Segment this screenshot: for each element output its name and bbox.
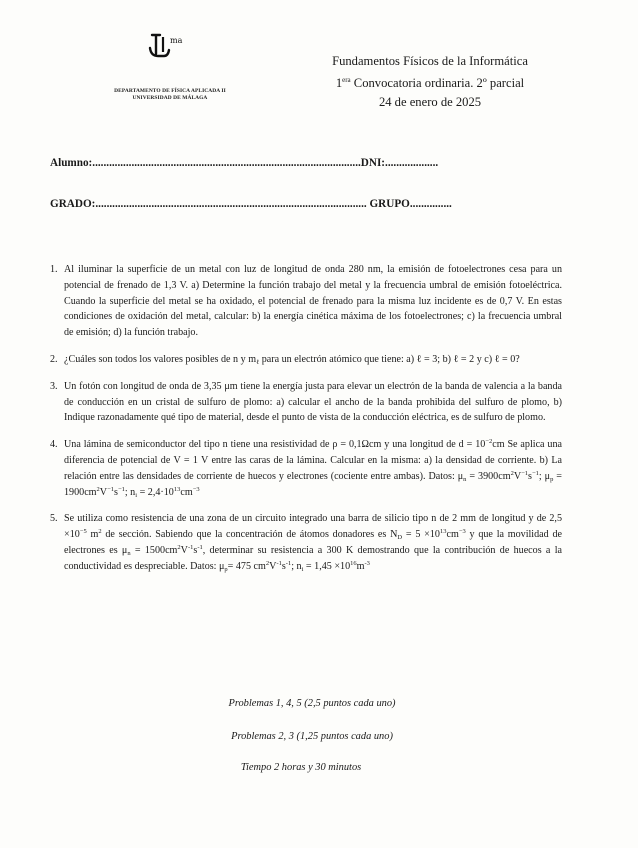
question-text: Al iluminar la superficie de un metal con luz de longitud de onda 280 nm, la emisión de fotoelectrones cesa para un potencial de frenado de 1,3 V. a) Determine la función trabajo del metal y la frecuencia umbral de emisión fotoeléctrica. Cuando la superficie del metal se ha oxidado, el potencial de frenado para la misma luz incidente es de 0,7 V. En estas condiciones de oxidación del metal, calcular: b) la energía cinética máxima de los fotoelectrones; c) la frecuencia umbral de emisión; d) la función trabajo. bbox=[64, 264, 562, 339]
question-text: Se utiliza como resistencia de una zona de un circuito integrado una barra de silicio tipo n de 2 mm de longitud y de $2,5 \times 10^{-5}$ $m^2$ de sección. Sabiendo que la concentración de átomos donadores es $N_D = 5 \times 10^{13}cm^{-3}$ y que la movilidad de electrones es $\mu_n = 1500cm^2V^{-1}s^{-1}$, determinar su resistencia a 300 K demostrando que la contribución de huecos a la conductividad es despreciable. Datos: $\mu_p= 475$ $cm^2V^{-1}s^{-1}$; $n_i = 1,45 \times 10^{16}m^{-3}$ bbox=[64, 513, 562, 573]
svg-text:ma: ma bbox=[170, 36, 183, 45]
question-number: 1. bbox=[50, 264, 58, 275]
course-title: Fundamentos Físicos de la Informática bbox=[332, 54, 528, 68]
grado-blank[interactable]: ................................................................................................. bbox=[95, 198, 367, 210]
question-1 bbox=[50, 262, 562, 341]
question-number: 2. bbox=[50, 353, 58, 365]
grado-field[interactable] bbox=[50, 198, 452, 210]
alumno-field[interactable] bbox=[50, 157, 438, 169]
grupo-label: GRUPO bbox=[366, 198, 410, 210]
grupo-blank[interactable]: ............... bbox=[409, 198, 452, 210]
exam-date: 24 de enero de 2025 bbox=[378, 95, 482, 109]
exam-title-block bbox=[300, 52, 560, 112]
question-list bbox=[50, 262, 562, 586]
alumno-blank[interactable]: ................................................................................................ bbox=[92, 157, 361, 169]
grado-label: GRADO: bbox=[50, 198, 96, 210]
question-5 bbox=[50, 511, 562, 574]
question-text: ¿Cuáles son todos los valores posibles de n y $m_\ell$ para un electrón atómico que tiene: a) ℓ = 3; b) ℓ = 2 y c) ℓ = 0? bbox=[64, 353, 520, 366]
question-2 bbox=[50, 352, 562, 368]
question-4 bbox=[50, 437, 562, 500]
question-number: 4. bbox=[50, 439, 58, 451]
dept-line-1: DEPARTAMENTO DE FÍSICA APLICADA II bbox=[114, 88, 226, 94]
question-text: Una lámina de semiconductor del tipo n tiene una resistividad de ρ = 0,1Ωcm y una longitud de $d = 10^{-2}cm$ Se aplica una diferencia de potencial de V = 1 V entre las caras de la lámina. Calcular en la misma: a) la densidad de corriente. b) La relación entre las densidades de corriente de huecos y electrones (cociente entre ambas). Datos: $\mu_n = 3900cm^2V^{-1}s^{-1}$; $\mu_p = 1900cm^2V^{-1}s^{-1}$; $n_i = 2,4\cdot 10^{13}cm^{-3}$ bbox=[64, 438, 563, 499]
dni-blank[interactable]: ................... bbox=[385, 157, 439, 169]
scoring-note-1: Problemas 1, 4, 5 (2,5 puntos cada uno) bbox=[228, 698, 396, 709]
question-number: 3. bbox=[50, 380, 58, 392]
question-3 bbox=[50, 379, 562, 426]
university-logo bbox=[148, 32, 198, 62]
department-name bbox=[95, 88, 245, 102]
dept-line-2: UNIVERSIDAD DE MÁLAGA bbox=[132, 95, 208, 101]
call-line: $1^{era}$ Convocatoria ordinaria. 2º parcial bbox=[335, 76, 525, 90]
dni-label: DNI: bbox=[360, 157, 386, 169]
scoring-note-2: Problemas 2, 3 (1,25 puntos cada uno) bbox=[231, 731, 393, 742]
question-text: Un fotón con longitud de onda de 3,35 μm tiene la energía justa para elevar un electrón de la banda de valencia a la banda de conducción en un cristal de sulfuro de plomo: a) calcular el ancho de la banda prohibida del sulfuro de plomo, b) Indique razonadamente qué tipo de material, desde el punto de vista de la conducción eléctrica, es de sulfuro de plomo. bbox=[64, 380, 562, 424]
time-limit-note: Tiempo 2 horas y 30 minutos bbox=[240, 762, 362, 773]
question-number: 5. bbox=[50, 513, 58, 525]
logo-icon bbox=[148, 32, 198, 62]
alumno-label: Alumno: bbox=[50, 157, 93, 169]
